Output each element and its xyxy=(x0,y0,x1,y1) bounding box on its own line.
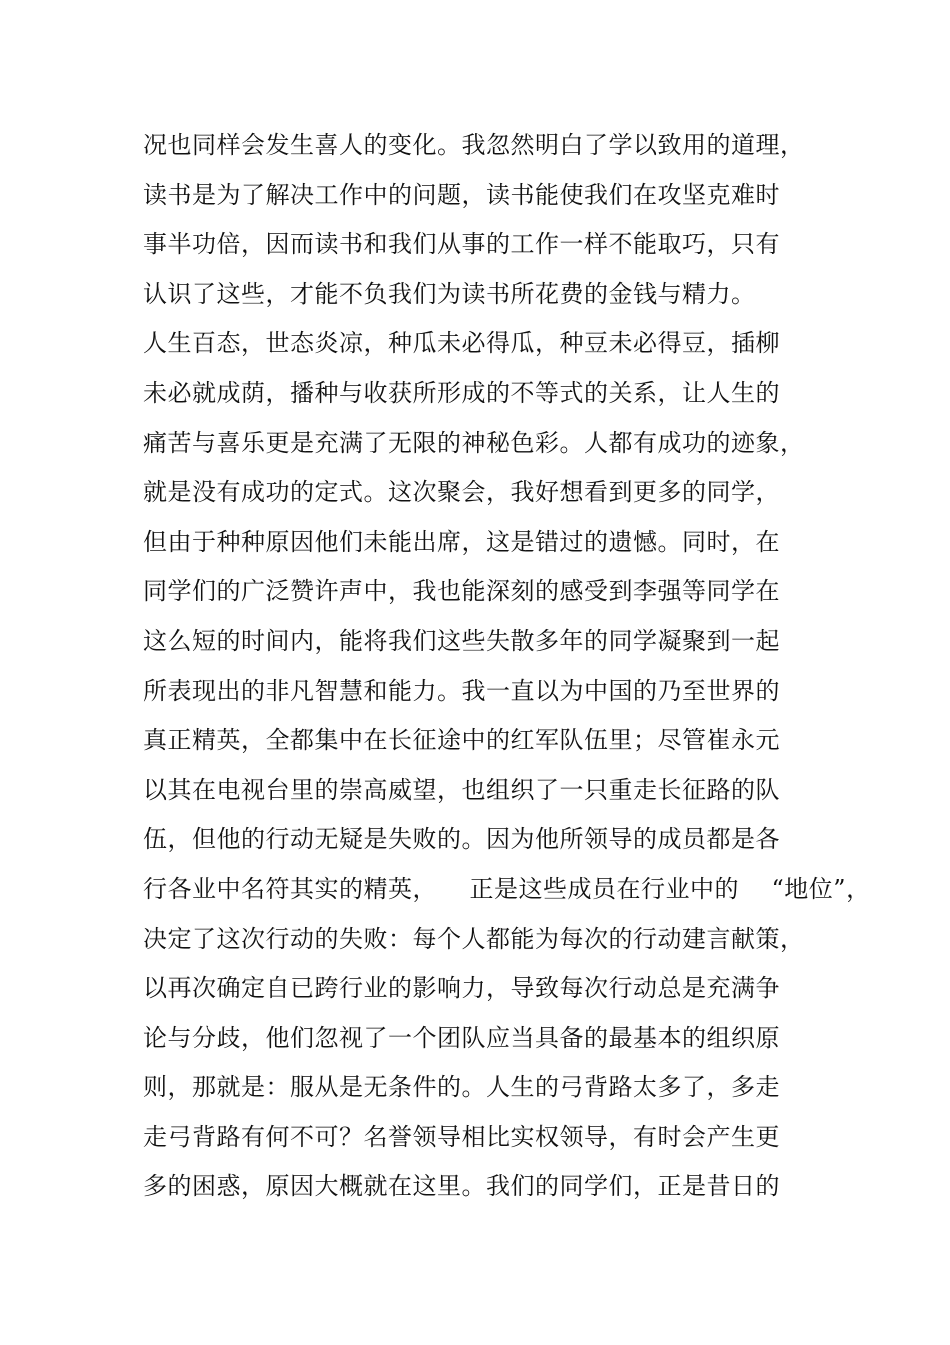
text-line: 所表现出的非凡智慧和能力。我一直以为中国的乃至世界的 xyxy=(143,676,780,705)
text-line: 行各业中名符其实的精英， 正是这些成员在行业中的 “地位”， xyxy=(143,874,871,903)
text-line: 论与分歧，他们忽视了一个团队应当具备的最基本的组织原 xyxy=(143,1023,780,1052)
text-line: 就是没有成功的定式。这次聚会，我好想看到更多的同学， xyxy=(143,478,780,507)
text-line: 以其在电视台里的崇高威望，也组织了一只重走长征路的队 xyxy=(143,775,780,804)
text-line: 况也同样会发生喜人的变化。我忽然明白了学以致用的道理， xyxy=(143,131,805,159)
text-line: 未必就成荫，播种与收获所形成的不等式的关系，让人生的 xyxy=(143,378,780,407)
text-line: 决定了这次行动的失败：每个人都能为每次的行动建言献策， xyxy=(143,924,805,953)
text-line: 真正精英，全都集中在长征途中的红军队伍里；尽管崔永元 xyxy=(143,726,780,755)
text-line: 这么短的时间内，能将我们这些失散多年的同学凝聚到一起 xyxy=(143,626,780,655)
text-line: 同学们的广泛赞许声中，我也能深刻的感受到李强等同学在 xyxy=(143,577,780,606)
text-line: 但由于种种原因他们未能出席，这是错过的遗憾。同时，在 xyxy=(143,527,780,556)
text-line: 以再次确定自已跨行业的影响力，导致每次行动总是充满争 xyxy=(143,974,780,1003)
text-line: 认识了这些，才能不负我们为读书所花费的金钱与精力。 xyxy=(143,279,756,308)
text-line: 读书是为了解决工作中的问题，读书能使我们在攻坚克难时 xyxy=(143,180,780,209)
text-line: 事半功倍，因而读书和我们从事的工作一样不能取巧，只有 xyxy=(143,230,780,259)
text-line: 痛苦与喜乐更是充满了无限的神秘色彩。人都有成功的迹象， xyxy=(143,428,805,457)
text-line: 则，那就是：服从是无条件的。人生的弓背路太多了，多走 xyxy=(143,1073,780,1102)
text-line: 伍，但他的行动无疑是失败的。因为他所领导的成员都是各 xyxy=(143,825,780,854)
text-line: 人生百态，世态炎凉，种瓜未必得瓜，种豆未必得豆，插柳 xyxy=(143,329,780,358)
body-text xyxy=(143,121,871,1212)
text-line: 走弓背路有何不可？名誉领导相比实权领导，有时会产生更 xyxy=(143,1122,780,1151)
text-line: 多的困惑，原因大概就在这里。我们的同学们，正是昔日的 xyxy=(143,1172,780,1201)
